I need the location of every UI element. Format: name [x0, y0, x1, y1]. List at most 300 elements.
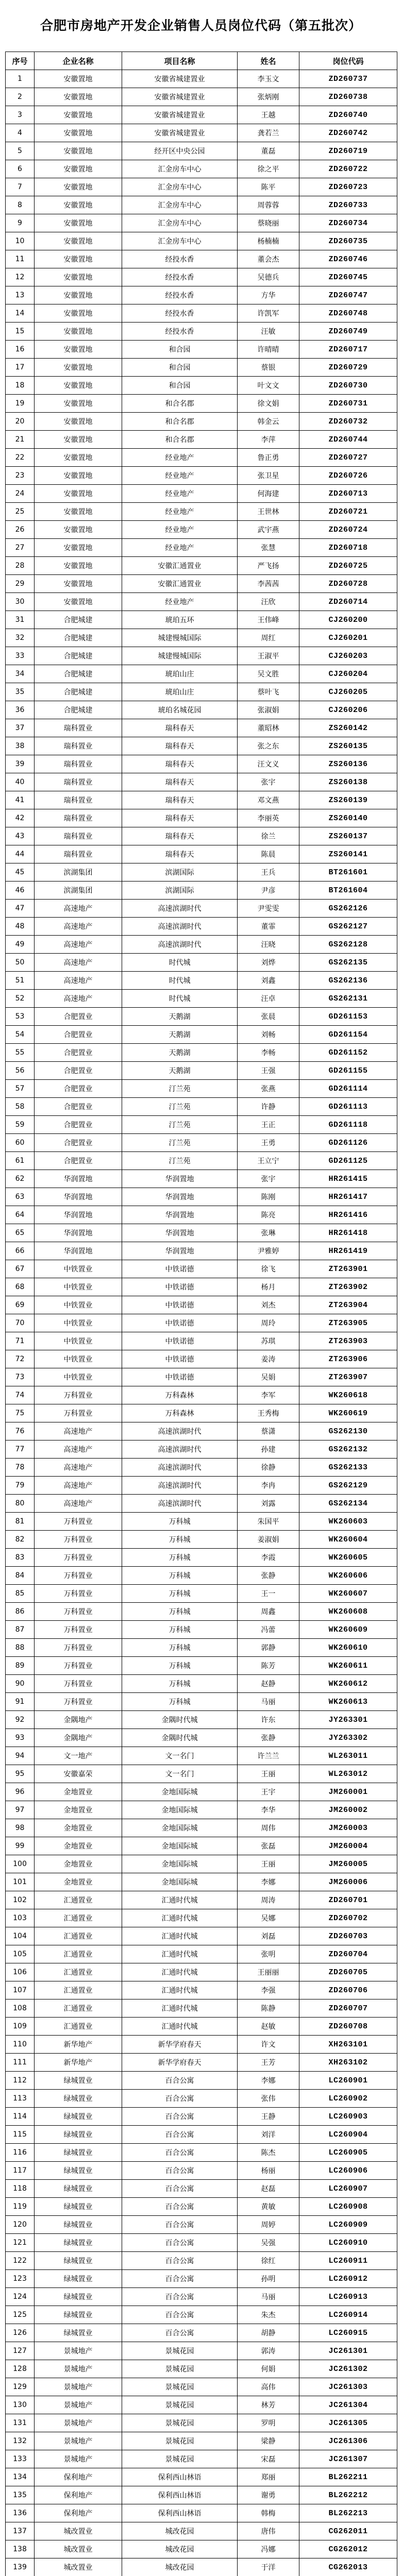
- name-cell: 尹彦: [238, 882, 299, 900]
- project-cell: 汇金房车中心: [122, 160, 238, 178]
- company-cell: 绿城置业: [35, 2126, 122, 2144]
- code-cell: CJ260205: [299, 683, 397, 701]
- serial-cell: 10: [6, 232, 35, 250]
- name-cell: 朱杰: [238, 2306, 299, 2324]
- company-cell: 汇通置业: [35, 2018, 122, 2036]
- company-cell: 安徽置地: [35, 196, 122, 214]
- name-cell: 陈芳: [238, 1657, 299, 1675]
- project-cell: 经业地产: [122, 521, 238, 539]
- table-row: [6, 1098, 397, 1116]
- company-cell: 安徽置地: [35, 250, 122, 268]
- project-cell: 华润置地: [122, 1170, 238, 1188]
- serial-cell: 129: [6, 2378, 35, 2396]
- table-row: [6, 1567, 397, 1585]
- company-cell: 景城地产: [35, 2450, 122, 2468]
- table-row: [6, 304, 397, 323]
- company-cell: 安徽置地: [35, 593, 122, 611]
- company-cell: 万科置业: [35, 1639, 122, 1657]
- company-cell: 绿城置业: [35, 2270, 122, 2288]
- name-cell: 陈刚: [238, 1188, 299, 1206]
- table-row: [6, 737, 397, 755]
- serial-cell: 116: [6, 2144, 35, 2162]
- table-row: [6, 1927, 397, 1945]
- company-cell: 金地置业: [35, 1819, 122, 1837]
- name-cell: 唐伟: [238, 2522, 299, 2540]
- table-row: [6, 2036, 397, 2054]
- project-cell: 汇金房车中心: [122, 178, 238, 196]
- company-cell: 瑞科置业: [35, 827, 122, 845]
- serial-cell: 3: [6, 106, 35, 124]
- name-cell: 张晨: [238, 1008, 299, 1026]
- serial-cell: 39: [6, 755, 35, 773]
- name-cell: 王丽: [238, 1765, 299, 1783]
- table-row: [6, 1062, 397, 1080]
- project-cell: 高速滨湖时代: [122, 1459, 238, 1477]
- code-cell: WK260619: [299, 1404, 397, 1422]
- project-cell: 万科城: [122, 1549, 238, 1567]
- serial-cell: 49: [6, 936, 35, 954]
- project-cell: 保利西山林语: [122, 2486, 238, 2504]
- serial-cell: 42: [6, 809, 35, 827]
- company-cell: 安徽置地: [35, 106, 122, 124]
- name-cell: 吴德兵: [238, 268, 299, 286]
- name-cell: 刘烨: [238, 954, 299, 972]
- code-cell: JM260006: [299, 1873, 397, 1891]
- table-row: [6, 2090, 397, 2108]
- project-cell: 百合公寓: [122, 2288, 238, 2306]
- company-cell: 高速地产: [35, 1422, 122, 1440]
- project-cell: 和合园: [122, 341, 238, 359]
- table-row: [6, 2306, 397, 2324]
- code-cell: LC260914: [299, 2306, 397, 2324]
- name-cell: 韩金云: [238, 413, 299, 431]
- name-cell: 郭涛: [238, 2342, 299, 2360]
- serial-cell: 40: [6, 773, 35, 791]
- project-cell: 保利西山林语: [122, 2468, 238, 2486]
- code-cell: CG262012: [299, 2540, 397, 2558]
- company-cell: 绿城置业: [35, 2108, 122, 2126]
- table-row: [6, 539, 397, 557]
- project-cell: 万科城: [122, 1531, 238, 1549]
- name-cell: 李娜: [238, 2072, 299, 2090]
- company-cell: 安徽置地: [35, 232, 122, 250]
- company-cell: 安徽置地: [35, 88, 122, 106]
- name-cell: 郑丽: [238, 2468, 299, 2486]
- serial-cell: 81: [6, 1513, 35, 1531]
- serial-cell: 44: [6, 845, 35, 863]
- company-cell: 安徽置地: [35, 214, 122, 232]
- company-cell: 万科置业: [35, 1603, 122, 1621]
- table-row: [6, 1332, 397, 1350]
- serial-cell: 100: [6, 1855, 35, 1873]
- company-cell: 绿城置业: [35, 2090, 122, 2108]
- company-cell: 安徽置地: [35, 124, 122, 142]
- serial-cell: 90: [6, 1675, 35, 1693]
- company-cell: 景城地产: [35, 2342, 122, 2360]
- code-cell: BL262212: [299, 2486, 397, 2504]
- table-row: [6, 124, 397, 142]
- project-cell: 汇通时代城: [122, 1927, 238, 1945]
- name-cell: 王兵: [238, 863, 299, 882]
- code-cell: XH263101: [299, 2036, 397, 2054]
- table-row: [6, 755, 397, 773]
- serial-cell: 95: [6, 1765, 35, 1783]
- project-cell: 中铁诺德: [122, 1296, 238, 1314]
- project-cell: 中铁诺德: [122, 1332, 238, 1350]
- name-cell: 吴娜: [238, 1909, 299, 1927]
- project-cell: 滨湖国际: [122, 863, 238, 882]
- code-cell: WL263011: [299, 1747, 397, 1765]
- table-row: [6, 1080, 397, 1098]
- serial-cell: 23: [6, 467, 35, 485]
- code-cell: ZD260702: [299, 1909, 397, 1927]
- code-cell: JC261305: [299, 2414, 397, 2432]
- company-cell: 金地置业: [35, 1837, 122, 1855]
- code-cell: JC261303: [299, 2378, 397, 2396]
- name-cell: 刘磊: [238, 1927, 299, 1945]
- serial-cell: 78: [6, 1459, 35, 1477]
- table-row: [6, 1422, 397, 1440]
- table-row: [6, 629, 397, 647]
- name-cell: 陈亮: [238, 1206, 299, 1224]
- company-cell: 安徽置地: [35, 539, 122, 557]
- code-cell: CJ260204: [299, 665, 397, 683]
- serial-cell: 118: [6, 2180, 35, 2198]
- code-cell: ZS260138: [299, 773, 397, 791]
- company-cell: 华润置地: [35, 1170, 122, 1188]
- table-row: [6, 593, 397, 611]
- table-row: [6, 142, 397, 160]
- company-cell: 滨湖集团: [35, 863, 122, 882]
- name-cell: 蔡潇: [238, 1422, 299, 1440]
- table-row: [6, 1783, 397, 1801]
- serial-cell: 97: [6, 1801, 35, 1819]
- company-cell: 汇通置业: [35, 1909, 122, 1927]
- serial-cell: 76: [6, 1422, 35, 1440]
- serial-cell: 131: [6, 2414, 35, 2432]
- code-cell: LC260910: [299, 2234, 397, 2252]
- table-row: [6, 1891, 397, 1909]
- name-cell: 吴文胜: [238, 665, 299, 683]
- project-cell: 中铁诺德: [122, 1368, 238, 1386]
- project-cell: 华润置地: [122, 1224, 238, 1242]
- project-cell: 景城花园: [122, 2378, 238, 2396]
- name-cell: 张琳: [238, 1224, 299, 1242]
- serial-cell: 69: [6, 1296, 35, 1314]
- company-cell: 万科置业: [35, 1513, 122, 1531]
- table-row: [6, 2360, 397, 2378]
- code-cell: ZD260721: [299, 503, 397, 521]
- serial-cell: 106: [6, 1963, 35, 1981]
- name-cell: 孙明: [238, 2270, 299, 2288]
- code-cell: JC261301: [299, 2342, 397, 2360]
- company-cell: 高速地产: [35, 918, 122, 936]
- project-cell: 保利西山林语: [122, 2504, 238, 2522]
- code-cell: GS262129: [299, 1477, 397, 1495]
- serial-cell: 139: [6, 2558, 35, 2576]
- serial-cell: 28: [6, 557, 35, 575]
- serial-cell: 134: [6, 2468, 35, 2486]
- code-cell: ZD260718: [299, 539, 397, 557]
- code-cell: ZD260719: [299, 142, 397, 160]
- table-row: [6, 2486, 397, 2504]
- project-cell: 和合名郡: [122, 413, 238, 431]
- table-row: [6, 1693, 397, 1711]
- company-cell: 新华地产: [35, 2054, 122, 2072]
- code-cell: ZD260725: [299, 557, 397, 575]
- name-cell: 宋磊: [238, 2450, 299, 2468]
- code-cell: ZD260746: [299, 250, 397, 268]
- name-cell: 王勇: [238, 1134, 299, 1152]
- code-cell: CG262013: [299, 2558, 397, 2576]
- name-cell: 王伟峰: [238, 611, 299, 629]
- company-cell: 安徽置地: [35, 503, 122, 521]
- serial-cell: 119: [6, 2198, 35, 2216]
- table-row: [6, 196, 397, 214]
- code-cell: ZD260733: [299, 196, 397, 214]
- company-cell: 安徽置地: [35, 359, 122, 377]
- name-cell: 李茜茜: [238, 575, 299, 593]
- company-cell: 金地置业: [35, 1801, 122, 1819]
- company-cell: 安徽置地: [35, 178, 122, 196]
- table-row: [6, 2522, 397, 2540]
- table-row: [6, 683, 397, 701]
- project-cell: 琥珀山庄: [122, 665, 238, 683]
- serial-cell: 26: [6, 521, 35, 539]
- name-cell: 梁静: [238, 2432, 299, 2450]
- name-cell: 张炳刚: [238, 88, 299, 106]
- serial-cell: 126: [6, 2324, 35, 2342]
- table-row: [6, 2468, 397, 2486]
- serial-cell: 4: [6, 124, 35, 142]
- table-row: [6, 286, 397, 304]
- table-row: [6, 2198, 397, 2216]
- project-cell: 金地国际城: [122, 1783, 238, 1801]
- company-cell: 安徽置地: [35, 557, 122, 575]
- table-row: [6, 413, 397, 431]
- company-cell: 保利地产: [35, 2504, 122, 2522]
- company-cell: 安徽置地: [35, 413, 122, 431]
- serial-cell: 92: [6, 1711, 35, 1729]
- serial-cell: 47: [6, 900, 35, 918]
- name-cell: 方华: [238, 286, 299, 304]
- table-row: [6, 575, 397, 593]
- company-cell: 万科置业: [35, 1657, 122, 1675]
- serial-cell: 83: [6, 1549, 35, 1567]
- project-cell: 文一名门: [122, 1765, 238, 1783]
- name-cell: 王秀梅: [238, 1404, 299, 1422]
- company-cell: 景城地产: [35, 2378, 122, 2396]
- project-cell: 滨湖国际: [122, 882, 238, 900]
- serial-cell: 29: [6, 575, 35, 593]
- serial-cell: 31: [6, 611, 35, 629]
- table-row: [6, 1657, 397, 1675]
- project-cell: 百合公寓: [122, 2180, 238, 2198]
- company-cell: 汇通置业: [35, 1999, 122, 2018]
- project-cell: 安徽汇通置业: [122, 557, 238, 575]
- name-cell: 王丽: [238, 1855, 299, 1873]
- company-cell: 滨湖集团: [35, 882, 122, 900]
- company-cell: 文一地产: [35, 1747, 122, 1765]
- serial-cell: 91: [6, 1693, 35, 1711]
- code-cell: LC260904: [299, 2126, 397, 2144]
- table-body: [6, 70, 397, 2576]
- name-cell: 高伟: [238, 2378, 299, 2396]
- table-row: [6, 521, 397, 539]
- table-row: [6, 268, 397, 286]
- code-cell: GS262131: [299, 990, 397, 1008]
- name-cell: 赵静: [238, 1675, 299, 1693]
- project-cell: 百合公寓: [122, 2144, 238, 2162]
- serial-cell: 77: [6, 1440, 35, 1459]
- serial-cell: 98: [6, 1819, 35, 1837]
- project-cell: 百合公寓: [122, 2324, 238, 2342]
- code-cell: LC260903: [299, 2108, 397, 2126]
- table-row: [6, 232, 397, 250]
- project-cell: 高速滨湖时代: [122, 936, 238, 954]
- table-row: [6, 972, 397, 990]
- code-cell: WL263012: [299, 1765, 397, 1783]
- project-cell: 汀兰苑: [122, 1134, 238, 1152]
- table-row: [6, 1170, 397, 1188]
- name-cell: 刘洋: [238, 2126, 299, 2144]
- company-cell: 万科置业: [35, 1585, 122, 1603]
- code-cell: WK260618: [299, 1386, 397, 1404]
- company-cell: 瑞科置业: [35, 737, 122, 755]
- name-cell: 许兰兰: [238, 1747, 299, 1765]
- serial-cell: 124: [6, 2288, 35, 2306]
- table-row: [6, 990, 397, 1008]
- company-cell: 万科置业: [35, 1675, 122, 1693]
- table-row: [6, 1639, 397, 1657]
- table-row: [6, 2144, 397, 2162]
- serial-cell: 20: [6, 413, 35, 431]
- table-row: [6, 160, 397, 178]
- serial-cell: 101: [6, 1873, 35, 1891]
- serial-cell: 102: [6, 1891, 35, 1909]
- project-cell: 新华学府春天: [122, 2054, 238, 2072]
- project-cell: 和合名郡: [122, 431, 238, 449]
- project-cell: 汇通时代城: [122, 1891, 238, 1909]
- table-row: [6, 2054, 397, 2072]
- code-cell: GS262134: [299, 1495, 397, 1513]
- company-cell: 保利地产: [35, 2468, 122, 2486]
- serial-cell: 51: [6, 972, 35, 990]
- name-cell: 陈平: [238, 178, 299, 196]
- code-cell: JM260004: [299, 1837, 397, 1855]
- table-row: [6, 1026, 397, 1044]
- project-cell: 经业地产: [122, 467, 238, 485]
- table-row: [6, 1350, 397, 1368]
- company-cell: 安徽置地: [35, 70, 122, 88]
- code-cell: ZD260729: [299, 359, 397, 377]
- serial-cell: 2: [6, 88, 35, 106]
- project-cell: 和合园: [122, 377, 238, 395]
- code-cell: BL262211: [299, 2468, 397, 2486]
- code-cell: JC261304: [299, 2396, 397, 2414]
- table-row: [6, 1675, 397, 1693]
- name-cell: 董会杰: [238, 250, 299, 268]
- project-cell: 经业地产: [122, 593, 238, 611]
- name-cell: 胡静: [238, 2324, 299, 2342]
- project-cell: 金隅时代城: [122, 1729, 238, 1747]
- code-cell: JM260001: [299, 1783, 397, 1801]
- table-row: [6, 2180, 397, 2198]
- code-cell: LC260905: [299, 2144, 397, 2162]
- table-row: [6, 1008, 397, 1026]
- table-row: [6, 1224, 397, 1242]
- company-cell: 安徽置地: [35, 160, 122, 178]
- table-row: [6, 1116, 397, 1134]
- code-cell: WK260613: [299, 1693, 397, 1711]
- project-cell: 百合公寓: [122, 2270, 238, 2288]
- code-cell: GS262133: [299, 1459, 397, 1477]
- code-cell: ZD260740: [299, 106, 397, 124]
- company-cell: 华润置地: [35, 1242, 122, 1260]
- code-cell: ZD260745: [299, 268, 397, 286]
- table-row: [6, 1459, 397, 1477]
- name-cell: 姜涛: [238, 1350, 299, 1368]
- code-cell: WK260611: [299, 1657, 397, 1675]
- company-cell: 安徽置地: [35, 377, 122, 395]
- name-cell: 刘畅: [238, 1026, 299, 1044]
- serial-cell: 27: [6, 539, 35, 557]
- company-cell: 瑞科置业: [35, 809, 122, 827]
- serial-cell: 11: [6, 250, 35, 268]
- table-row: [6, 1963, 397, 1981]
- project-cell: 高速滨湖时代: [122, 1495, 238, 1513]
- serial-cell: 67: [6, 1260, 35, 1278]
- company-cell: 高速地产: [35, 936, 122, 954]
- serial-cell: 96: [6, 1783, 35, 1801]
- code-cell: ZD260738: [299, 88, 397, 106]
- serial-cell: 19: [6, 395, 35, 413]
- project-cell: 瑞科春天: [122, 737, 238, 755]
- serial-cell: 57: [6, 1080, 35, 1098]
- serial-cell: 117: [6, 2162, 35, 2180]
- table-header-row: [6, 52, 397, 70]
- code-cell: LC260901: [299, 2072, 397, 2090]
- table-row: [6, 1747, 397, 1765]
- table-row: [6, 845, 397, 863]
- project-cell: 城改花园: [122, 2522, 238, 2540]
- company-cell: 万科置业: [35, 1386, 122, 1404]
- serial-cell: 111: [6, 2054, 35, 2072]
- name-cell: 刘鑫: [238, 972, 299, 990]
- company-cell: 瑞科置业: [35, 719, 122, 737]
- code-cell: ZD260724: [299, 521, 397, 539]
- code-cell: ZD260732: [299, 413, 397, 431]
- project-cell: 和合名郡: [122, 395, 238, 413]
- name-cell: 严飞扬: [238, 557, 299, 575]
- code-cell: ZD260714: [299, 593, 397, 611]
- serial-cell: 79: [6, 1477, 35, 1495]
- serial-cell: 13: [6, 286, 35, 304]
- company-cell: 华润置地: [35, 1206, 122, 1224]
- company-cell: 中铁置业: [35, 1368, 122, 1386]
- table-row: [6, 1855, 397, 1873]
- serial-cell: 56: [6, 1062, 35, 1080]
- company-cell: 金隅地产: [35, 1711, 122, 1729]
- name-cell: 陈静: [238, 1999, 299, 2018]
- name-cell: 徐静: [238, 1459, 299, 1477]
- serial-cell: 135: [6, 2486, 35, 2504]
- project-cell: 高速滨湖时代: [122, 1477, 238, 1495]
- serial-cell: 75: [6, 1404, 35, 1422]
- code-cell: ZD260726: [299, 467, 397, 485]
- project-cell: 汀兰苑: [122, 1152, 238, 1170]
- code-cell: HR261419: [299, 1242, 397, 1260]
